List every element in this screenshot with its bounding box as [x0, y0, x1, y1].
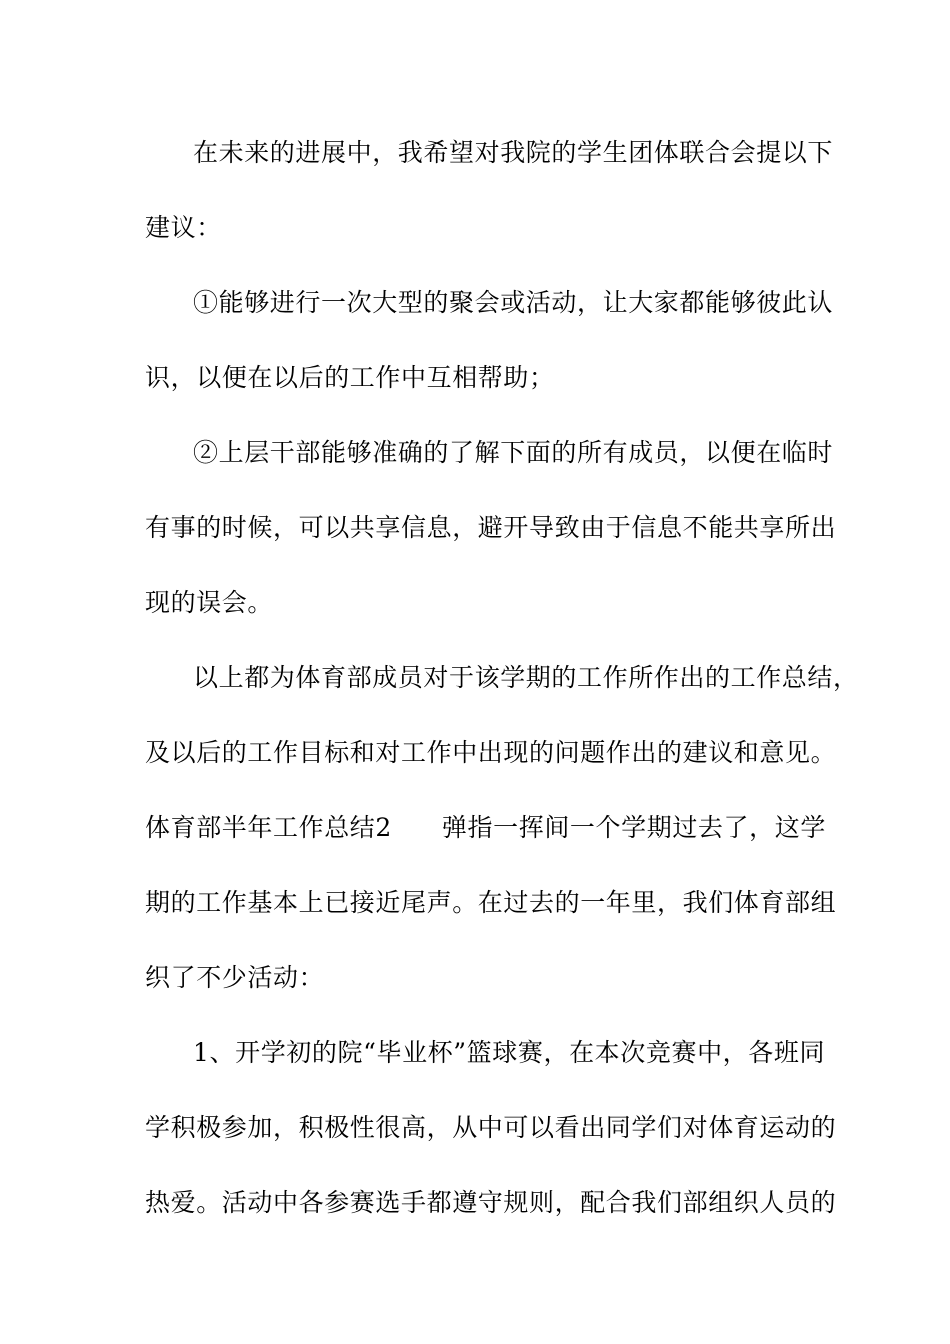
paragraph-line: 识，以便在以后的工作中互相帮助； — [145, 363, 555, 392]
paragraph-line: 期的工作基本上已接近尾声。在过去的一年里，我们体育部组 — [145, 888, 837, 917]
paragraph-line: 1、开学初的院“毕业杯”篮球赛，在本次竞赛中，各班同 — [193, 1038, 826, 1067]
paragraph-line: 以上都为体育部成员对于该学期的工作所作出的工作总结， — [193, 663, 859, 692]
section-heading: 体育部半年工作总结2 — [145, 813, 392, 842]
paragraph-line: ②上层干部能够准确的了解下面的所有成员，以便在临时 — [193, 438, 834, 467]
paragraph-line: 及以后的工作目标和对工作中出现的问题作出的建议和意见。 — [145, 738, 837, 767]
paragraph-line: ①能够进行一次大型的聚会或活动，让大家都能够彼此认 — [193, 288, 834, 317]
paragraph-line: 现的误会。 — [145, 588, 274, 617]
paragraph-line: 学积极参加，积极性很高，从中可以看出同学们对体育运动的 — [145, 1113, 837, 1142]
paragraph-line: 建议： — [145, 213, 222, 242]
heading-line — [145, 808, 826, 848]
paragraph-line: 有事的时候，可以共享信息，避开导致由于信息不能共享所出 — [145, 513, 837, 542]
paragraph-line: 织了不少活动： — [145, 963, 325, 992]
paragraph-line: 在未来的进展中，我希望对我院的学生团体联合会提以下 — [193, 138, 834, 167]
paragraph-text: 弹指一挥间一个学期过去了，这学 — [441, 813, 826, 842]
paragraph-line: 热爱。活动中各参赛选手都遵守规则，配合我们部组织人员的 — [145, 1188, 837, 1217]
